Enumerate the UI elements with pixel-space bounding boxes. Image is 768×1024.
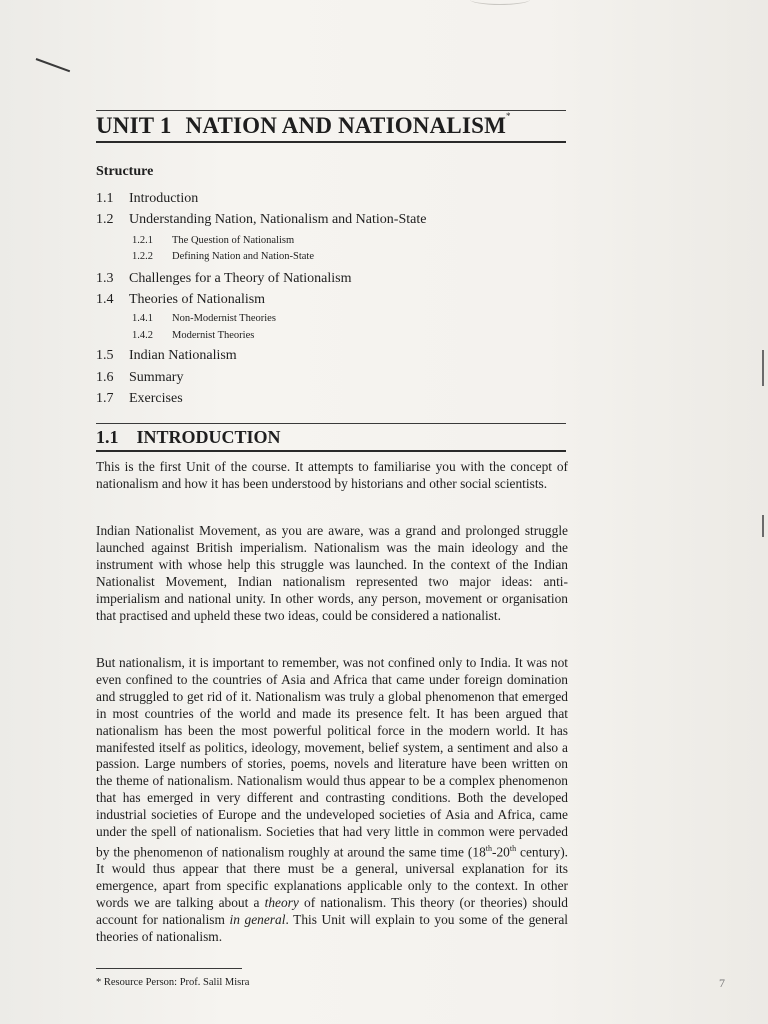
edge-mark [762,350,764,386]
page-number: 7 [719,976,725,990]
toc-item: 1.3 Challenges for a Theory of Nationalism [96,271,352,286]
toc-subitem: 1.4.2 Modernist Theories [132,330,255,341]
toc-item: 1.7 Exercises [96,391,183,406]
body-paragraph: This is the first Unit of the course. It attempts to familiarise you with the concept of nationalism and how it has been understood by historians and other social scientists. [96,459,568,491]
structure-heading: Structure [96,164,154,179]
section-title: INTRODUCTION [136,427,281,447]
unit-title-text: NATION AND NATIONALISM [185,113,507,138]
toc-item: 1.2 Understanding Nation, Nationalism and Nation-State [96,212,427,227]
header-top-rule [96,110,566,111]
toc-item: 1.4 Theories of Nationalism [96,292,266,307]
section-bottom-rule [96,450,566,452]
unit-title [96,113,511,139]
section-top-rule [96,423,566,424]
footnote-marker: * [506,111,511,121]
footnote: * Resource Person: Prof. Salil Misra [96,977,250,988]
toc-subitem: 1.2.1 The Question of Nationalism [132,235,295,246]
section-heading [96,427,281,448]
toc-item: 1.6 Summary [96,370,184,385]
body-paragraph: But nationalism, it is important to remember, was not confined only to India. It was not even confined to the countries of Asia and Africa that came under foreign domination and struggled to get rid of it. Nationalism was truly a global phenomenon that emerged in most countries of the world and made its presence felt. It has been argued that nationalism has been the most powerful political force in the modern world. It has manifested itself as politics, ideology, movement, belief system, a sentiment and also a passion. Large numbers of stories, poems, novels and literature have been written on the theme of nationalism. Nationalism would thus appear to be a complex phenomenon that has emerged in very different and contrasting conditions. Both the developed industrial societies of Europe and the undeveloped societies of Asia and Africa, came under the spell of nationalism. Societies that had very little in common were pervaded by the phenomenon of nationalism roughly at around the same time (18th-20th century). It would thus appear that there must be a general, universal explanation for its emergence, apart from specific explanations applicable only to the context. In other words we are talking about a theory of nationalism. This theory (or theories) should account for nationalism in general. This Unit will explain to you some of the general theories of nationalism. [96,655,569,944]
body-paragraph: Indian Nationalist Movement, as you are aware, was a grand and prolonged struggle launched against British imperialism. Nationalism was the main ideology and the instrument with whose help this struggle was launched. In the context of the Indian Nationalist Movement, Indian nationalism represented two major ideas: anti-imperialism and national unity. In other words, any person, movement or organisation that practised and upheld these two ideas, could be considered a nationalist. [96,523,568,623]
toc-subitem: 1.2.2 Defining Nation and Nation-State [132,251,315,262]
edge-mark [762,515,764,537]
toc-item: 1.5 Indian Nationalism [96,348,237,363]
footnote-rule [96,968,242,969]
toc-item: 1.1 Introduction [96,191,199,206]
unit-number: UNIT 1 [96,113,172,138]
toc-subitem: 1.4.1 Non-Modernist Theories [132,313,276,324]
section-number: 1.1 [96,427,119,447]
header-bottom-rule [96,141,566,143]
